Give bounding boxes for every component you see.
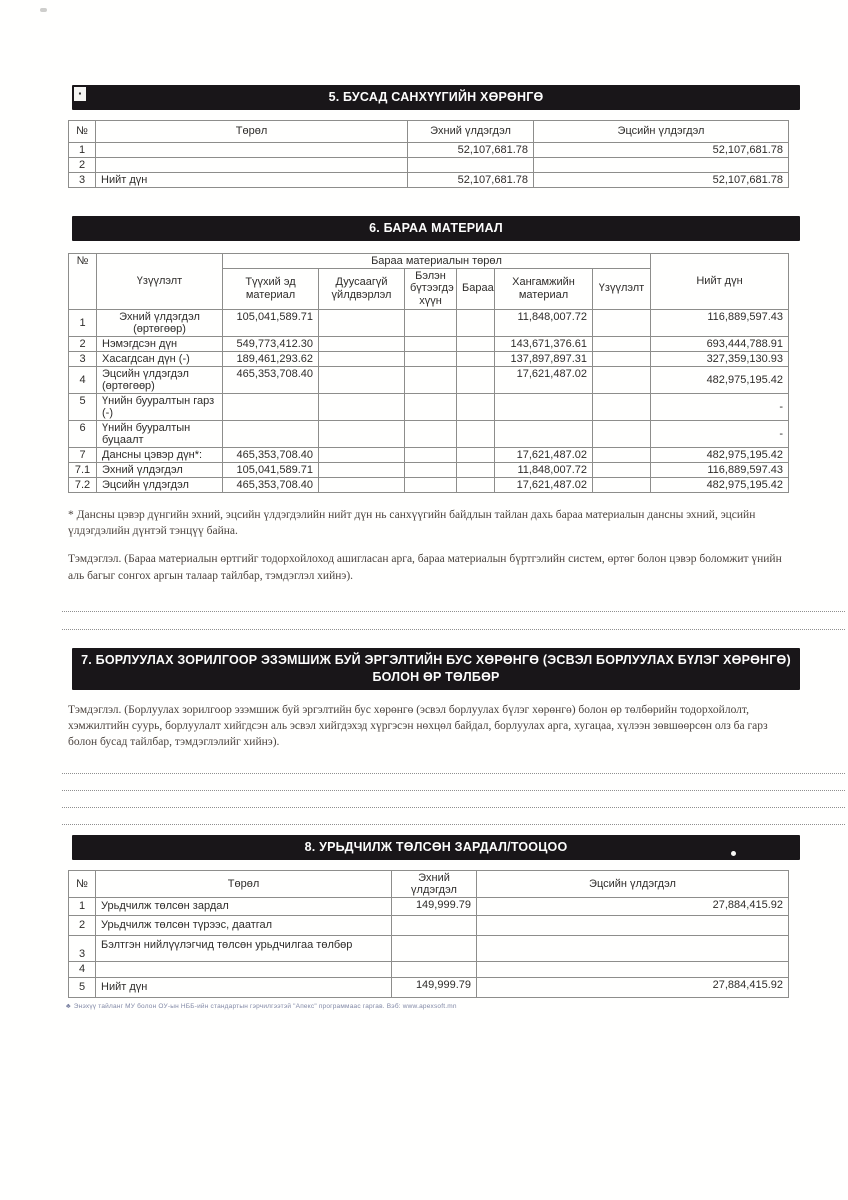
cell-fin bbox=[405, 477, 457, 492]
cell-supplies: 11,848,007.72 bbox=[495, 309, 593, 336]
table-row bbox=[69, 309, 789, 336]
cell-raw: 465,353,708.40 bbox=[223, 477, 319, 492]
section8-title: 8. УРЬДЧИЛЖ ТӨЛСӨН ЗАРДАЛ/ТООЦОО bbox=[304, 839, 568, 854]
cell-wip bbox=[319, 420, 405, 447]
header-cell-begin: Эхний үлдэгдэл bbox=[408, 120, 534, 142]
section7-title: 7. БОРЛУУЛАХ ЗОРИЛГООР ЭЗЭМШИЖ БУЙ ЭРГЭЛТИЙН БУС ХӨРӨНГӨ (ЭСВЭЛ БОРЛУУЛАХ БҮЛЭГ ХӨРӨНГӨ) БОЛОН ӨР ТӨЛБӨР bbox=[81, 652, 791, 684]
cell-total: 116,889,597.43 bbox=[651, 309, 789, 336]
dotted-writing-line bbox=[62, 808, 845, 825]
cell-label: Хасагдсан дүн (-) bbox=[97, 351, 223, 366]
cell-no: 4 bbox=[69, 366, 97, 393]
cell-begin bbox=[408, 157, 534, 172]
cell-supplies: 17,621,487.02 bbox=[495, 477, 593, 492]
header-cell-finished-goods: Бэлэн бүтээгдэ хүүн bbox=[405, 268, 457, 309]
cell-ind bbox=[593, 420, 651, 447]
table-group-header-row bbox=[69, 253, 789, 268]
cell-raw: 189,461,293.62 bbox=[223, 351, 319, 366]
cell-goods bbox=[457, 366, 495, 393]
cell-goods bbox=[457, 477, 495, 492]
cell-begin: 52,107,681.78 bbox=[408, 142, 534, 157]
header-cell-no: № bbox=[69, 253, 97, 309]
header-cell-raw-material: Түүхий эд материал bbox=[223, 268, 319, 309]
cell-total: - bbox=[651, 393, 789, 420]
cell-supplies: 137,897,897.31 bbox=[495, 351, 593, 366]
table-row bbox=[69, 462, 789, 477]
cell-wip bbox=[319, 393, 405, 420]
cell-ind bbox=[593, 447, 651, 462]
dotted-writing-line bbox=[62, 774, 845, 791]
cell-wip bbox=[319, 462, 405, 477]
cell-fin bbox=[405, 366, 457, 393]
cell-raw: 465,353,708.40 bbox=[223, 447, 319, 462]
cell-wip bbox=[319, 336, 405, 351]
header-cell-indicator: Үзүүлэлт bbox=[97, 253, 223, 309]
cell-no: 7.2 bbox=[69, 477, 97, 492]
cell-supplies bbox=[495, 420, 593, 447]
cell-type: Урьдчилж төлсөн зардал bbox=[96, 897, 392, 915]
header-cell-type: Төрөл bbox=[96, 870, 392, 897]
net-amount-footnote: * Дансны цэвэр дүнгийн эхний, эцсийн үлдэгдэлийн нийт дүн нь санхүүгийн байдлын тайлан дахь бараа материалын дансны эхний, эцсийн үлдэгдэлийн дүнтэй тэнцүү байна. bbox=[68, 508, 756, 537]
cell-fin bbox=[405, 420, 457, 447]
table-row bbox=[69, 935, 789, 961]
cell-wip bbox=[319, 477, 405, 492]
cell-fin bbox=[405, 309, 457, 336]
cell-fin bbox=[405, 462, 457, 477]
section8-header-bar bbox=[72, 835, 800, 860]
header-cell-end: Эцсийн үлдэгдэл bbox=[477, 870, 789, 897]
cell-no: 2 bbox=[69, 915, 96, 935]
table-row bbox=[69, 477, 789, 492]
footer-text: Энэхүү тайланг МУ болон ОУ-ын НББ-ийн стандартын гэрчилгээтэй "Апекс" программаас гаргав. Вэб: www.apexsoft.mn bbox=[73, 1003, 457, 1010]
cell-label: Үнийн бууралтын буцаалт bbox=[97, 420, 223, 447]
cell-fin bbox=[405, 393, 457, 420]
cell-ind bbox=[593, 393, 651, 420]
cell-total: - bbox=[651, 420, 789, 447]
cell-goods bbox=[457, 309, 495, 336]
table-row bbox=[69, 447, 789, 462]
cell-type: Нийт дүн bbox=[96, 172, 408, 187]
dotted-writing-line bbox=[62, 612, 845, 630]
cell-goods bbox=[457, 336, 495, 351]
cell-total: 327,359,130.93 bbox=[651, 351, 789, 366]
cell-type bbox=[96, 961, 392, 977]
cell-label: Эхний үлдэгдэл bbox=[97, 462, 223, 477]
cell-label: Эхний үлдэгдэл (өртөгөөр) bbox=[97, 309, 223, 336]
cell-type bbox=[96, 157, 408, 172]
header-cell-no: № bbox=[69, 870, 96, 897]
section6-title: 6. БАРАА МАТЕРИАЛ bbox=[369, 220, 503, 235]
table-row bbox=[69, 142, 789, 157]
header-cell-end: Эцсийн үлдэгдэл bbox=[534, 120, 789, 142]
cell-begin: 149,999.79 bbox=[392, 897, 477, 915]
section7-header-bar bbox=[72, 648, 800, 690]
cell-goods bbox=[457, 393, 495, 420]
header-cell-total: Нийт дүн bbox=[651, 253, 789, 309]
cell-no: 1 bbox=[69, 142, 96, 157]
table-row bbox=[69, 961, 789, 977]
cell-wip bbox=[319, 366, 405, 393]
cell-ind bbox=[593, 351, 651, 366]
header-cell-wip: Дуусаагүй үйлдвэрлэл bbox=[319, 268, 405, 309]
table-header-row bbox=[69, 120, 789, 142]
cell-fin bbox=[405, 447, 457, 462]
cell-wip bbox=[319, 309, 405, 336]
cell-no: 3 bbox=[69, 935, 96, 961]
dotted-writing-line bbox=[62, 757, 845, 774]
table-row bbox=[69, 157, 789, 172]
cell-goods bbox=[457, 447, 495, 462]
cell-goods bbox=[457, 351, 495, 366]
table-row bbox=[69, 336, 789, 351]
table-row bbox=[69, 977, 789, 997]
header-cell-begin: Эхний үлдэгдэл bbox=[392, 870, 477, 897]
scan-artifact-icon: ▪ bbox=[74, 87, 86, 101]
cell-raw: 105,041,589.71 bbox=[223, 309, 319, 336]
table-row bbox=[69, 897, 789, 915]
cell-begin bbox=[392, 935, 477, 961]
cell-ind bbox=[593, 309, 651, 336]
header-cell-group: Бараа материалын төрөл bbox=[223, 253, 651, 268]
header-cell-no: № bbox=[69, 120, 96, 142]
cell-no: 3 bbox=[69, 351, 97, 366]
cell-no: 5 bbox=[69, 393, 97, 420]
cell-total: 482,975,195.42 bbox=[651, 366, 789, 393]
cell-end bbox=[477, 915, 789, 935]
cell-raw: 465,353,708.40 bbox=[223, 366, 319, 393]
table-row bbox=[69, 915, 789, 935]
section5-header-bar bbox=[72, 85, 800, 110]
cell-ind bbox=[593, 336, 651, 351]
header-cell-indicator2: Үзүүлэлт bbox=[593, 268, 651, 309]
dotted-writing-line bbox=[62, 594, 845, 612]
cell-goods bbox=[457, 462, 495, 477]
inventory-table bbox=[68, 253, 789, 493]
cell-label: Дансны цэвэр дүн*: bbox=[97, 447, 223, 462]
section5-title: 5. БУСАД САНХҮҮГИЙН ХӨРӨНГӨ bbox=[328, 90, 544, 104]
cell-total: 482,975,195.42 bbox=[651, 477, 789, 492]
cell-total: 116,889,597.43 bbox=[651, 462, 789, 477]
cell-label: Нэмэгдсэн дүн bbox=[97, 336, 223, 351]
cell-type bbox=[96, 142, 408, 157]
cell-wip bbox=[319, 447, 405, 462]
cell-begin: 52,107,681.78 bbox=[408, 172, 534, 187]
writing-lines bbox=[0, 757, 848, 825]
cell-supplies: 17,621,487.02 bbox=[495, 447, 593, 462]
cell-label: Үнийн бууралтын гарз (-) bbox=[97, 393, 223, 420]
header-cell-type: Төрөл bbox=[96, 120, 408, 142]
cell-begin bbox=[392, 961, 477, 977]
cell-label: Эцсийн үлдэгдэл bbox=[97, 477, 223, 492]
writing-lines bbox=[0, 594, 848, 630]
cell-end: 52,107,681.78 bbox=[534, 142, 789, 157]
other-financial-assets-table bbox=[68, 120, 789, 188]
table-row bbox=[69, 366, 789, 393]
cell-ind bbox=[593, 462, 651, 477]
cell-goods bbox=[457, 420, 495, 447]
table-row bbox=[69, 351, 789, 366]
cell-label: Эцсийн үлдэгдэл (өртөгөөр) bbox=[97, 366, 223, 393]
cell-end bbox=[477, 961, 789, 977]
cell-no: 1 bbox=[69, 309, 97, 336]
section6-header-bar bbox=[72, 216, 800, 241]
cell-no: 2 bbox=[69, 336, 97, 351]
inventory-method-note: Тэмдэглэл. (Бараа материалын өртгийг тодорхойлоход ашигласан арга, бараа материалын бүртгэлийн систем, өртөг болон цэвэр боломжит үнийн аль багыг сонгох аргын талаар тайлбар, тэмдэглэл хийнэ). bbox=[68, 553, 782, 582]
cell-begin bbox=[392, 915, 477, 935]
cell-no: 4 bbox=[69, 961, 96, 977]
cell-end: 52,107,681.78 bbox=[534, 172, 789, 187]
cell-supplies: 143,671,376.61 bbox=[495, 336, 593, 351]
cell-type: Бэлтгэн нийлүүлэгчид төлсөн урьдчилгаа төлбөр bbox=[96, 935, 392, 961]
report-footer bbox=[66, 1003, 457, 1010]
table-row bbox=[69, 420, 789, 447]
cell-ind bbox=[593, 477, 651, 492]
cell-end bbox=[477, 935, 789, 961]
cell-no: 1 bbox=[69, 897, 96, 915]
table-header-row bbox=[69, 870, 789, 897]
cell-no: 7 bbox=[69, 447, 97, 462]
table-row bbox=[69, 172, 789, 187]
scan-artifact-dot bbox=[731, 851, 736, 856]
cell-no: 3 bbox=[69, 172, 96, 187]
cell-raw: 105,041,589.71 bbox=[223, 462, 319, 477]
cell-fin bbox=[405, 351, 457, 366]
cell-type: Урьдчилж төлсөн түрээс, даатгал bbox=[96, 915, 392, 935]
table-row bbox=[69, 393, 789, 420]
scan-artifact-speck bbox=[40, 8, 47, 12]
cell-no: 5 bbox=[69, 977, 96, 997]
cell-raw bbox=[223, 420, 319, 447]
cell-wip bbox=[319, 351, 405, 366]
cell-begin: 149,999.79 bbox=[392, 977, 477, 997]
cell-total: 482,975,195.42 bbox=[651, 447, 789, 462]
cell-no: 2 bbox=[69, 157, 96, 172]
apex-logo-icon: ♣ bbox=[66, 1003, 71, 1010]
cell-total: 693,444,788.91 bbox=[651, 336, 789, 351]
dotted-writing-line bbox=[62, 791, 845, 808]
cell-no: 6 bbox=[69, 420, 97, 447]
cell-end bbox=[534, 157, 789, 172]
cell-ind bbox=[593, 366, 651, 393]
cell-type: Нийт дүн bbox=[96, 977, 392, 997]
prepaid-expenses-table bbox=[68, 870, 789, 998]
cell-raw bbox=[223, 393, 319, 420]
cell-no: 7.1 bbox=[69, 462, 97, 477]
header-cell-supplies: Хангамжийн материал bbox=[495, 268, 593, 309]
cell-fin bbox=[405, 336, 457, 351]
cell-supplies: 11,848,007.72 bbox=[495, 462, 593, 477]
cell-raw: 549,773,412.30 bbox=[223, 336, 319, 351]
cell-end: 27,884,415.92 bbox=[477, 897, 789, 915]
cell-end: 27,884,415.92 bbox=[477, 977, 789, 997]
cell-supplies: 17,621,487.02 bbox=[495, 366, 593, 393]
header-cell-goods: Бараа bbox=[457, 268, 495, 309]
cell-supplies bbox=[495, 393, 593, 420]
section7-note: Тэмдэглэл. (Борлуулах зорилгоор эзэмшиж буй эргэлтийн бус хөрөнгө (эсвэл борлуулах бүлэг хөрөнгө) болон өр төлбөрийн тодорхойлолт, хэмжилтийн суурь, борлуулалт хийгдсэн аль эсвэл хийгдэхэд хүргэсэн нөхцөл байдал, борлуулах арга, хугацаа, хүлээн зөвшөөрсөн олз ба гарз болон бусад тайлбар, тэмдэглэлийг хийнэ). bbox=[68, 703, 768, 749]
